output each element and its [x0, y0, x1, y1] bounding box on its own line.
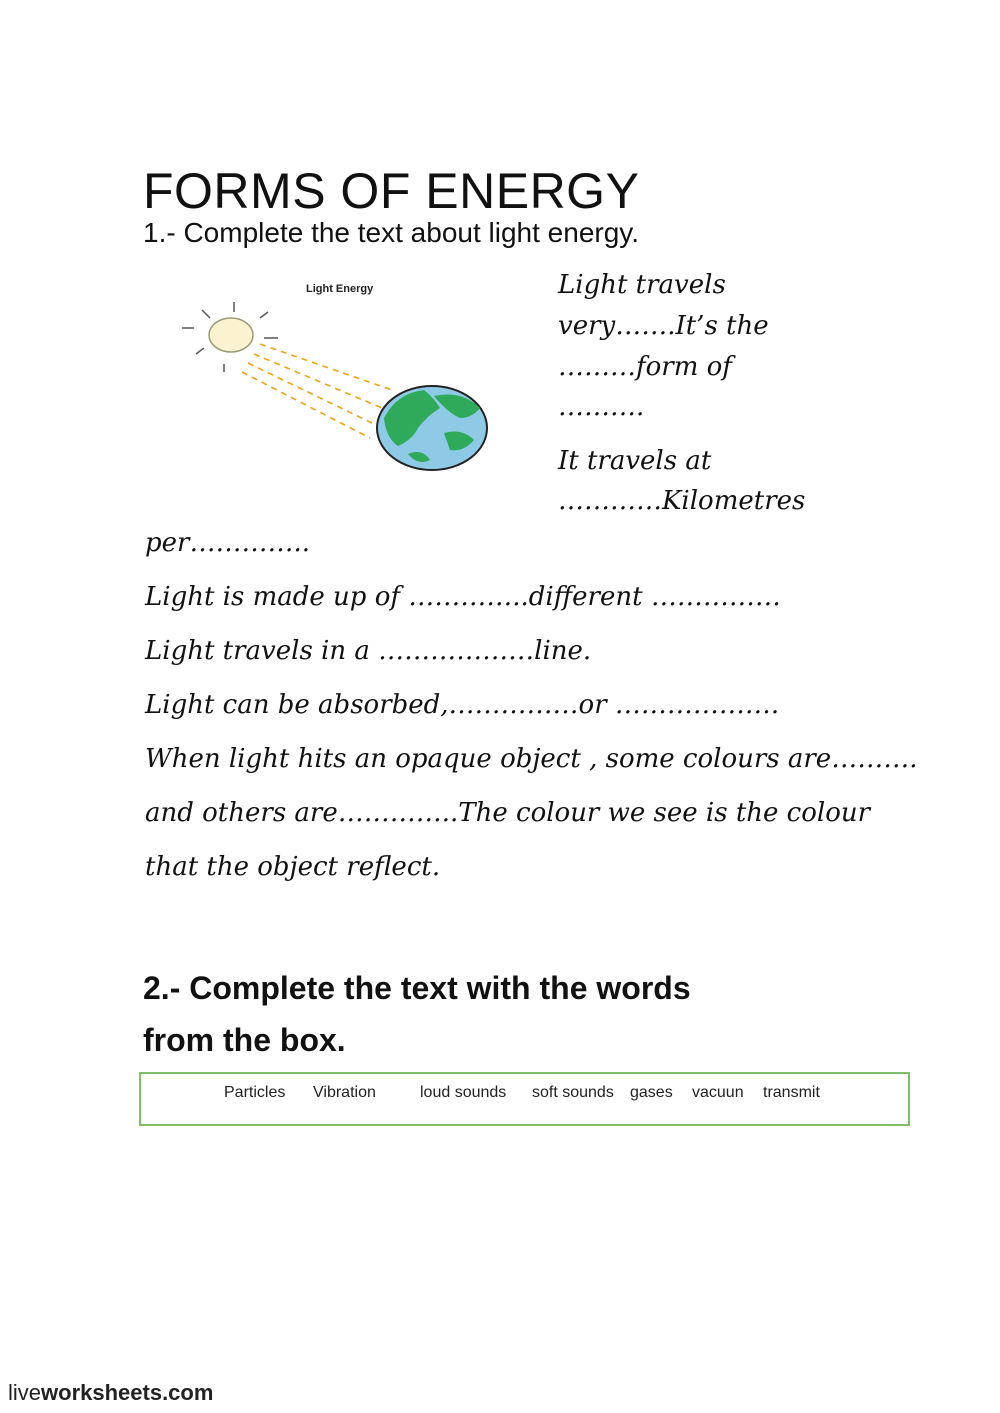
word-box-item[interactable]: loud sounds: [420, 1084, 507, 1101]
light-beams-icon: [242, 344, 392, 438]
illustration-label: Light Energy: [306, 283, 374, 295]
question-2-prompt-line: from the box.: [143, 1022, 346, 1058]
logo-text-light: live: [8, 1380, 42, 1405]
word-box-item[interactable]: vacuun: [692, 1084, 744, 1101]
light-energy-illustration: [172, 268, 532, 488]
text-line: When light hits an opaque object , some colours are……….: [145, 744, 918, 774]
side-text-line: ……….: [558, 392, 645, 422]
logo-text-bold: worksheets.com: [41, 1380, 214, 1405]
question-2-prompt: [143, 962, 691, 1066]
word-box: [139, 1072, 910, 1126]
side-text-line: Light travels: [558, 270, 726, 300]
word-box-item[interactable]: soft sounds: [532, 1084, 614, 1101]
question-2-prompt-line: 2.- Complete the text with the words: [143, 970, 691, 1006]
text-line: and others are…………..The colour we see is the colour: [145, 798, 871, 828]
word-box-item[interactable]: Vibration: [313, 1084, 376, 1101]
text-line: Light is made up of …………..different ……………: [145, 582, 781, 612]
side-text-line: ………form of: [558, 352, 732, 382]
side-text-line: …………Kilometres: [558, 486, 806, 516]
sun-icon: [209, 318, 253, 352]
word-box-item[interactable]: Particles: [224, 1084, 286, 1101]
word-box-item[interactable]: gases: [630, 1084, 673, 1101]
text-line: per…………..: [145, 528, 310, 558]
text-line: that the object reflect.: [145, 852, 441, 882]
text-line: Light can be absorbed,……………or ……………….: [145, 690, 780, 720]
earth-icon: [377, 386, 487, 470]
word-box-item[interactable]: transmit: [763, 1084, 820, 1101]
text-line: Light travels in a ………………line.: [145, 636, 592, 666]
question-1-prompt: 1.- Complete the text about light energy.: [143, 217, 639, 248]
page-title: FORMS OF ENERGY: [143, 162, 640, 219]
side-text-line: It travels at: [558, 446, 712, 476]
side-text-line: very…….It’s the: [558, 311, 769, 341]
site-logo[interactable]: [8, 1380, 213, 1406]
